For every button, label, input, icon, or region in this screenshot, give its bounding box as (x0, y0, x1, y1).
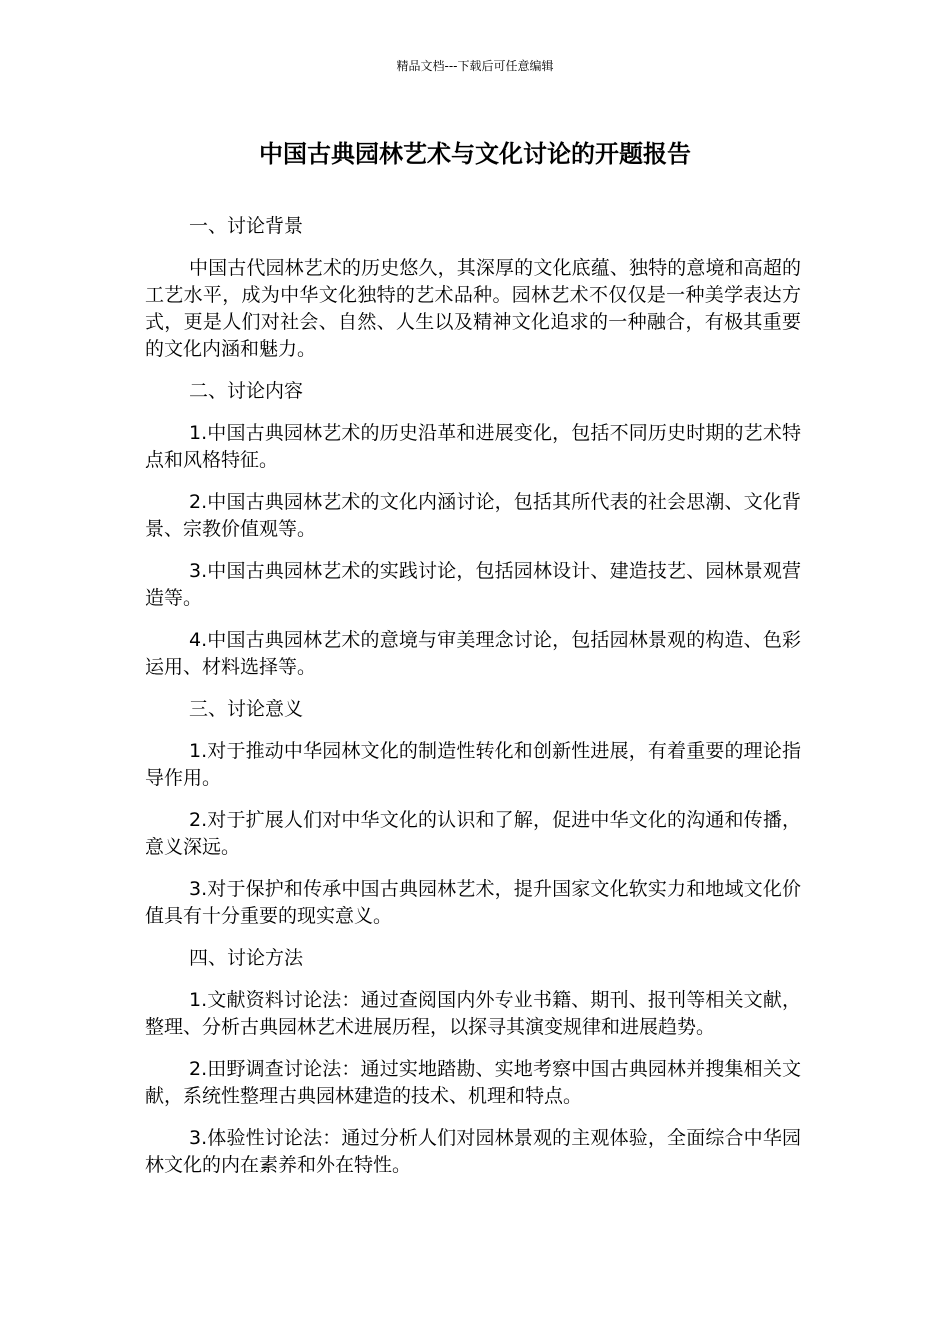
section-heading-background: 一、讨论背景 (189, 215, 304, 237)
paragraph-background: 中国古代园林艺术的历史悠久，其深厚的文化底蕴、独特的意境和高超的工艺水平，成为中华文化独特的艺术品种。园林艺术不仅仅是一种美学表达方式，更是人们对社会、自然、人生以及精神文化追求的一种融合，有极其重要的文化内涵和魅力。 (145, 257, 801, 360)
content-item-2: 2.中国古典园林艺术的文化内涵讨论，包括其所代表的社会思潮、文化背景、宗教价值观等。 (145, 491, 801, 540)
section-heading-content: 二、讨论内容 (189, 380, 304, 402)
content-item-4: 4.中国古典园林艺术的意境与审美理念讨论，包括园林景观的构造、色彩运用、材料选择等。 (145, 629, 801, 678)
section-heading-methods: 四、讨论方法 (189, 947, 304, 969)
page-header: 精品文档---下载后可任意编辑 (396, 59, 554, 73)
significance-item-3: 3.对于保护和传承中国古典园林艺术，提升国家文化软实力和地域文化价值具有十分重要的现实意义。 (145, 878, 801, 927)
method-item-2: 2.田野调查讨论法：通过实地踏勘、实地考察中国古典园林并搜集相关文献，系统性整理古典园林建造的技术、机理和特点。 (145, 1058, 801, 1107)
document-title: 中国古典园林艺术与文化讨论的开题报告 (259, 140, 691, 168)
document-body (145, 213, 801, 1194)
significance-item-1: 1.对于推动中华园林文化的制造性转化和创新性进展，有着重要的理论指导作用。 (145, 740, 801, 789)
method-item-1: 1.文献资料讨论法：通过查阅国内外专业书籍、期刊、报刊等相关文献，整理、分析古典园林艺术进展历程，以探寻其演变规律和进展趋势。 (145, 989, 801, 1038)
significance-item-2: 2.对于扩展人们对中华文化的认识和了解，促进中华文化的沟通和传播，意义深远。 (145, 809, 801, 858)
method-item-3: 3.体验性讨论法：通过分析人们对园林景观的主观体验，全面综合中华园林文化的内在素养和外在特性。 (145, 1127, 801, 1176)
content-item-1: 1.中国古典园林艺术的历史沿革和进展变化，包括不同历史时期的艺术特点和风格特征。 (145, 422, 801, 471)
content-item-3: 3.中国古典园林艺术的实践讨论，包括园林设计、建造技艺、园林景观营造等。 (145, 560, 801, 609)
section-heading-significance: 三、讨论意义 (189, 698, 304, 720)
